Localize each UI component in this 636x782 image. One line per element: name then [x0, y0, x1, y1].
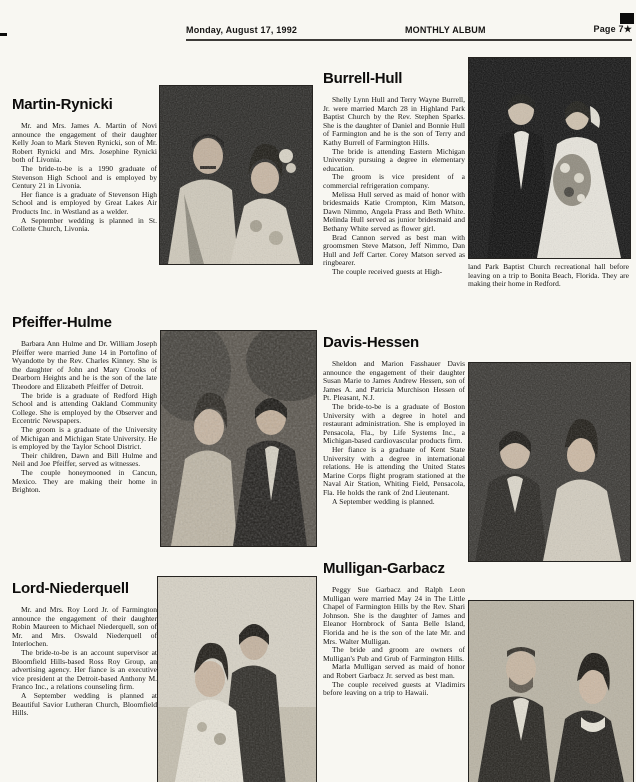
couple-photo-illustration: [158, 577, 316, 782]
article-paragraph: Brad Cannon served as best man with groomsmen Steve Matson, Jeff Nimmo, Dan Hull and Jeff Carter. Corey Matson served as ringbearer.: [323, 232, 465, 268]
article-paragraph: Sheldon and Marion Fasshauer Davis announce the engagement of their daughter Susan Marie to James Andrew Hessen, son of James A. and Patricia Murchison Hessen of Pt. Pleasant, N.J.: [323, 359, 465, 403]
article-paragraph: A September wedding is planned in St. Collette Church, Livonia.: [12, 215, 157, 234]
article-paragraph: Mr. and Mrs. James A. Martin of Novi announce the engagement of their daughter Kelly Joan to Mark Steven Rynicki, son of Mr. Robert Rynicki and Mrs. Josephine Rynicki both of Livonia.: [12, 121, 157, 165]
article-mulligan-garbacz: [323, 560, 465, 698]
article-davis-hessen: [323, 334, 465, 506]
header-date: Monday, August 17, 1992: [186, 25, 298, 35]
article-title-mulligan-garbacz: Mulligan-Garbacz: [323, 560, 445, 577]
article-paragraph: Mr. and Mrs. Roy Lord Jr. of Farmington announce the engagement of their daughter Robin Maureen to Michael Niederquell, son of Mr. and Mrs. Oswald Niederquell of Interlochen.: [12, 605, 157, 649]
article-paragraph: The groom is vice president of a commercial refrigeration company.: [323, 172, 465, 190]
article-paragraph: The bride-to-be is a graduate of Boston University with a degree in hotel and restaurant administration. She is employed in Pensacola, Fla., by Life Systems Inc., a Michigan-based cardiovascular products firm.: [323, 401, 465, 446]
article-martin-rynicki: [12, 96, 157, 234]
article-title-burrell-hull: Burrell-Hull: [323, 70, 403, 87]
article-paragraph: A September wedding is planned at Beautiful Savior Lutheran Church, Bloomfield Hills.: [12, 690, 157, 718]
couple-photo-illustration: [469, 58, 630, 258]
article-paragraph: Marla Mulligan served as maid of honor and Robert Garbacz Jr. served as best man.: [323, 662, 465, 680]
article-title-martin-rynicki: Martin-Rynicki: [12, 96, 113, 113]
article-burrell-hull-continuation: [468, 263, 629, 289]
couple-photo-illustration: [469, 363, 630, 561]
photo-lord-niederquell: [157, 576, 317, 782]
article-paragraph: Melissa Hull served as maid of honor with bridesmaids Katie Crompton, Kim Matson, Dawn Nimmo, Angela Prass and Beth White. Melinda Hull served as junior bridesmaid and Bethany White served as flower girl.: [323, 189, 465, 233]
photo-pfeiffer-hulme: [160, 330, 317, 547]
page-header: [186, 24, 632, 41]
article-burrell-hull: [323, 70, 465, 276]
article-paragraph: Barbara Ann Hulme and Dr. William Joseph Pfeiffer were married June 14 in Portofino of Wyandotte by the Rev. Charles Kinney. She is the daughter of John and Mary Crooks of Dearborn Heights and he is the son of the late Theodore and Elizabeth Pfeiffer of Detroit.: [12, 339, 157, 391]
article-paragraph: Her fiance is a graduate of Stevenson High School and is employed by Great Lakes Air Products Inc. in Westland as a welder.: [12, 189, 157, 216]
article-title-davis-hessen: Davis-Hessen: [323, 334, 419, 351]
article-paragraph: Their children, Dawn and Bill Hulme and Neil and Joe Pfeiffer, served as witnesses.: [12, 450, 157, 469]
couple-photo-illustration: [160, 86, 312, 264]
couple-photo-illustration: [469, 601, 633, 782]
article-paragraph: The groom is a graduate of the University of Michigan and Michigan State University. He is employed by the Taylor School District.: [12, 424, 158, 452]
article-paragraph: The couple honeymooned in Cancun, Mexico. They are making their home in Brighton.: [12, 467, 157, 495]
article-paragraph: A September wedding is planned.: [332, 496, 435, 506]
article-paragraph: Shelly Lynn Hull and Terry Wayne Burrell, Jr. were married March 28 in Highland Park Baptist Church by the Rev. Stephen Sparks. She is the daughter of Daniel and Bonnie Hull of Farmington and he is the son of Terry and Kathy Burrell of Farmington Hills.: [323, 95, 465, 147]
couple-photo-illustration: [161, 331, 316, 546]
header-page-number: Page 7★: [593, 24, 632, 34]
article-paragraph: The couple received guests at High-: [332, 266, 443, 276]
article-paragraph: The bride-to-be is a 1990 graduate of Stevenson High School and is employed by Century 21 in Livonia.: [12, 163, 157, 191]
page-corner-mark: [620, 13, 634, 24]
article-paragraph: The bride is a graduate of Redford High School and is attending Oakland Community College. She is employed by the Observer and Eccentric Newspapers.: [12, 390, 157, 426]
article-paragraph: The couple received guests at Vladimirs before leaving on a trip to Hawaii.: [323, 679, 465, 698]
article-paragraph: land Park Baptist Church recreational hall before leaving on a trip to Bonita Beach, Florida. They are making their home in Redford.: [468, 262, 629, 289]
header-title: MONTHLY ALBUM: [404, 25, 486, 35]
article-title-lord-niederquell: Lord-Niederquell: [12, 580, 129, 597]
page-edge-mark: [0, 33, 7, 36]
article-pfeiffer-hulme: [12, 314, 157, 495]
photo-mulligan-garbacz: [468, 600, 634, 782]
article-paragraph: Peggy Sue Garbacz and Ralph Leon Mulligan were married May 24 in The Little Chapel of Farmington Hills by the Rev. Shari Johnson. She is the daughter of James and Eleanor Hornbrock of Santa Belle Island, Florida and he is the son of the late Mr. and Mrs. Walter Mulligan.: [323, 585, 465, 646]
article-title-pfeiffer-hulme: Pfeiffer-Hulme: [12, 314, 112, 331]
article-lord-niederquell: [12, 580, 157, 718]
article-paragraph: The bride and groom are owners of Mulligan's Pub and Grub of Farmington Hills.: [323, 645, 465, 663]
article-paragraph: The bride is attending Eastern Michigan University pursuing a degree in elementary education.: [323, 146, 465, 173]
photo-burrell-hull: [468, 57, 631, 259]
photo-martin-rynicki: [159, 85, 313, 265]
photo-davis-hessen: [468, 362, 631, 562]
article-paragraph: Her fiance is a graduate of Kent State University with a degree in international relations. He is attending the United States Marine Corps flight program stationed at the Naval Air Station, Whiting Field, Pensacola, Fla. He holds the rank of 2nd Lieutenant.: [323, 444, 465, 497]
article-paragraph: The bride-to-be is an account supervisor at Bloomfield Hills-based Ross Roy Group, an advertising agency. Her fiance is an executive vice president at the Detroit-based Anthony M. Franco Inc., a relations counseling firm.: [12, 647, 157, 692]
